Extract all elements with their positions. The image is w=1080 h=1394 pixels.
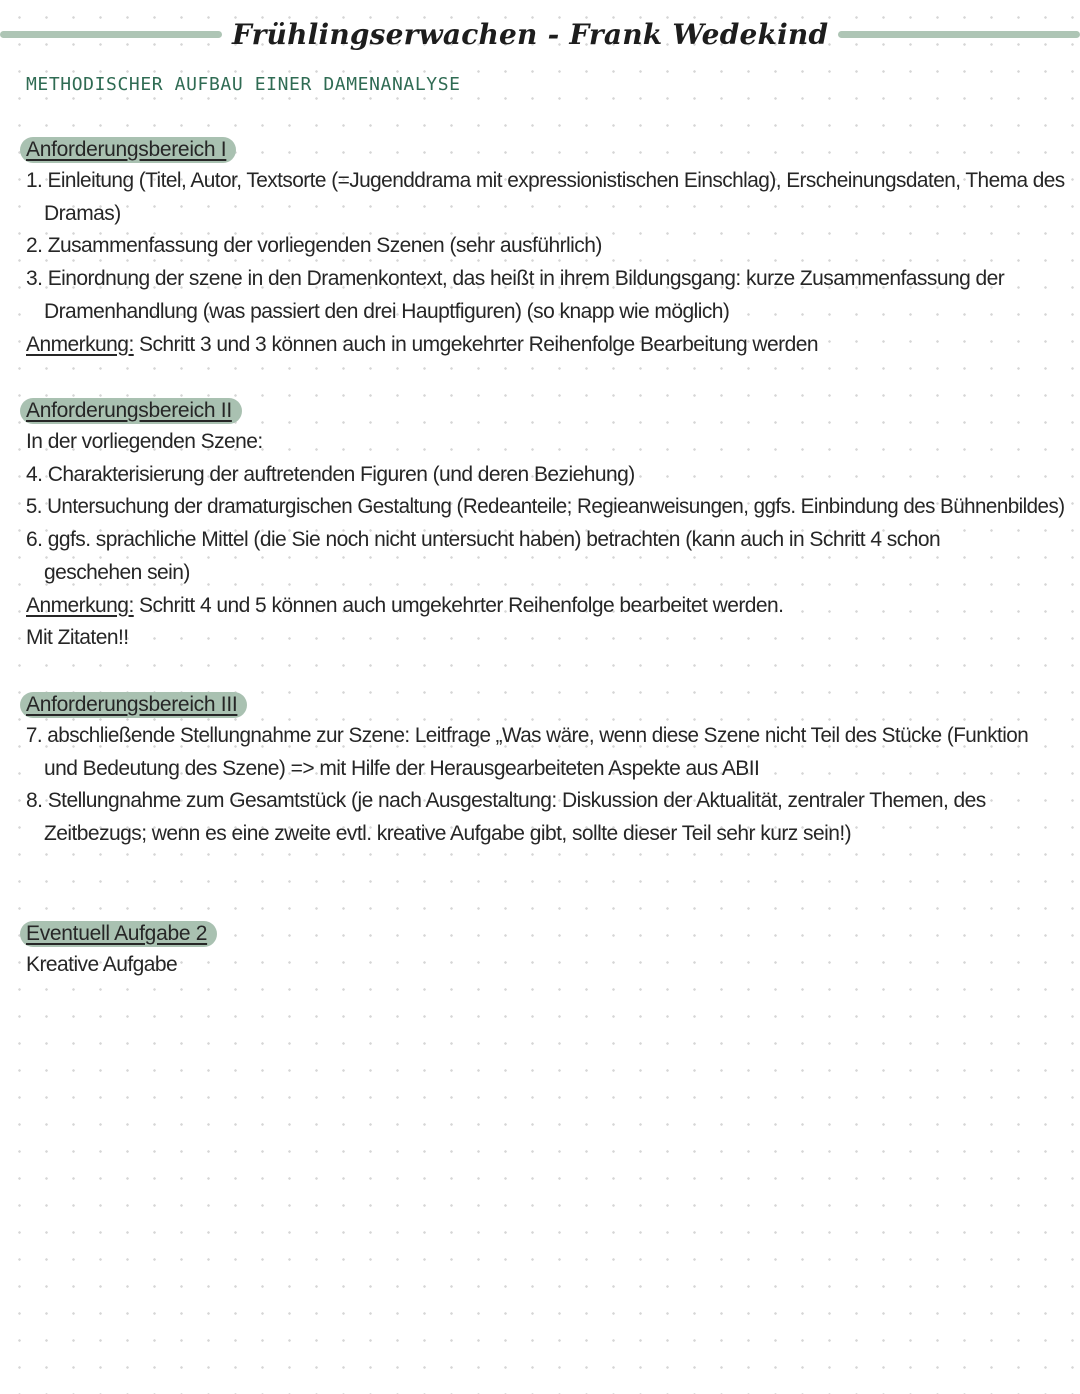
list-item-continuation: Dramenhandlung (was passiert den drei Hauptfiguren) (so knapp wie möglich) [44,299,730,323]
section-heading: Anforderungsbereich III [20,692,247,718]
note-label: Anmerkung: [26,332,134,356]
list-item-continuation: Zeitbezugs; wenn es eine zweite evtl. kreative Aufgabe gibt, sollte dieser Teil sehr kurz sein!) [44,822,852,846]
note-text: Schritt 4 und 5 können auch umgekehrter Reihenfolge bearbeitet werden. [133,593,784,617]
list-item: 6. ggfs. sprachliche Mittel (die Sie noch nicht untersucht haben) betrachten (kann auch in Schritt 4 schon [26,528,941,552]
list-item: 2. Zusammenfassung der vorliegenden Szenen (sehr ausführlich) [26,234,602,258]
list-item-continuation: und Bedeutung des Szene) => mit Hilfe der Herausgearbeiteten Aspekte aus ABII [44,756,760,780]
section-heading: Anforderungsbereich I [20,137,236,163]
section-anforderungsbereich-1 [20,137,1065,361]
extra-line: Mit Zitaten!! [26,626,129,650]
section-heading: Anforderungsbereich II [20,398,242,424]
intro-line: In der vorliegenden Szene: [26,430,263,453]
list-item-continuation: geschehen sein) [44,560,190,584]
title-rule-left [0,31,222,38]
list-item: 4. Charakterisierung der auftretenden Figuren (und deren Beziehung) [26,462,635,486]
list-item: 1. Einleitung (Titel, Autor, Textsorte (=Jugenddrama mit expressionistischen Einschlag), Erscheinungsdaten, Thema des [25,169,1065,192]
page-subtitle: METHODISCHER AUFBAU EINER DAMENANALYSE [26,74,461,95]
page-title: Frühlingserwachen - Frank Wedekind [232,17,829,51]
list-item: Kreative Aufgabe [26,953,178,976]
title-rule-right [838,31,1080,38]
note-text: Schritt 3 und 3 können auch in umgekehrter Reihenfolge Bearbeitung werden [133,332,819,356]
title-row [0,12,1080,56]
section-eventuell-aufgabe-2 [20,921,1065,982]
section-anforderungsbereich-2 [20,398,1065,655]
list-item: 3. Einordnung der szene in den Dramenkontext, das heißt in ihrem Bildungsgang: kurze Zusammenfassung der [26,267,1005,291]
list-item: 5. Untersuchung der dramaturgischen Gestaltung (Redeanteile; Regieanweisungen, ggfs. Einbindung des Bühnenbildes) [25,495,1065,519]
list-item: 8. Stellungnahme zum Gesamtstück (je nach Ausgestaltung: Diskussion der Aktualität, zentraler Themen, des [26,789,986,813]
list-item-continuation: Dramas) [44,201,121,225]
note-line [20,590,1065,623]
section-heading: Eventuell Aufgabe 2 [20,921,217,947]
note-label: Anmerkung: [26,593,134,617]
list-item: 7. abschließende Stellungnahme zur Szene: Leitfrage „Was wäre, wenn diese Szene nicht Teil des Stücke (Funktion [25,724,1029,747]
section-anforderungsbereich-3 [20,692,1065,851]
note-line [20,329,1065,362]
